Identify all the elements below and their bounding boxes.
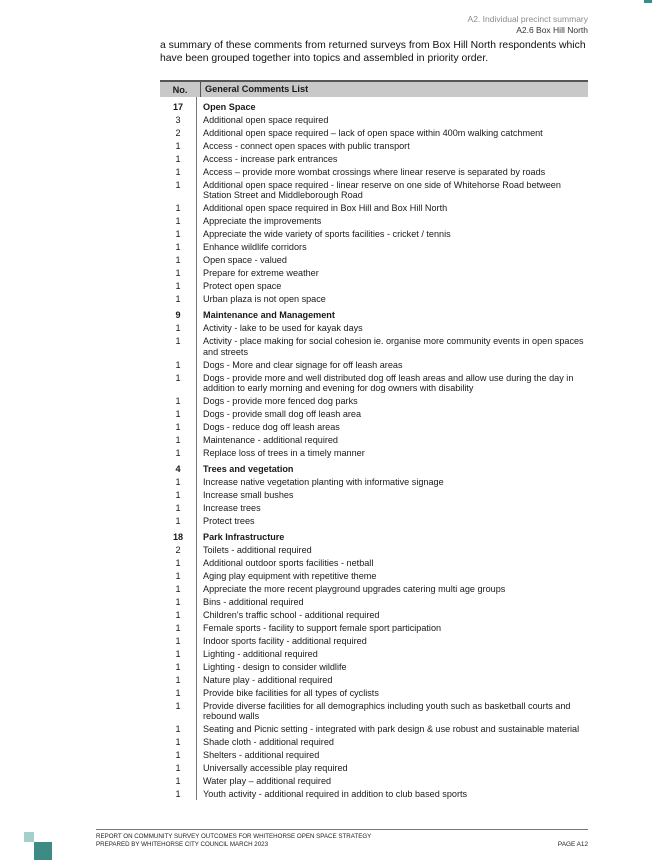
comment-count: 1 [175,750,181,761]
group-title: Park Infrastructure [203,532,285,543]
comment-text: Universally accessible play required [203,763,348,774]
comment-text: Toilets - additional required [203,545,312,556]
comment-text: Appreciate the improvements [203,216,322,227]
comment-text: Appreciate the wide variety of sports facilities - cricket / tennis [203,229,451,240]
comment-count: 1 [175,141,181,151]
comment-count: 1 [175,268,181,279]
comment-text: Indoor sports facility - additional required [203,636,367,647]
decorative-square-dark [34,842,52,860]
table-row [160,435,588,445]
decorative-square-light [24,832,34,842]
comment-count: 1 [175,421,181,432]
comment-count: 1 [175,434,181,445]
comment-text: Access – provide more wombat crossings where linear reserve is separated by roads [203,167,546,177]
group-count: 9 [175,310,181,321]
comment-count: 1 [175,789,181,800]
page-header [468,14,588,36]
comment-text: Open space - valued [203,255,287,266]
comment-count: 1 [175,229,181,240]
comment-text: Increase trees [203,503,261,514]
table-row [160,636,588,646]
table-header [160,80,588,97]
comment-text: Additional open space required [203,115,329,125]
comment-count: 1 [175,649,181,660]
comment-count: 1 [175,408,181,419]
comment-text: Provide bike facilities for all types of cyclists [203,688,379,699]
group-title: Open Space [203,102,256,112]
comment-count: 1 [175,336,181,347]
comment-text: Increase native vegetation planting with informative signage [203,477,444,488]
header-no: No. [172,84,188,95]
table-row [160,649,588,659]
comment-count: 1 [175,558,181,569]
group-heading-row [160,102,588,112]
group-title: Maintenance and Management [203,310,335,321]
comment-text: Protect trees [203,516,255,527]
comment-text: Provide diverse facilities for all demographics including youth such as basketball courts and rebound walls [203,701,571,722]
comment-count: 1 [175,490,181,501]
comment-group [160,102,588,304]
footer-report-title: REPORT ON COMMUNITY SURVEY OUTCOMES FOR WHITEHORSE OPEN SPACE STRATEGY [96,833,372,840]
table-row [160,490,588,500]
comment-count: 1 [175,395,181,406]
group-heading-row [160,532,588,542]
table-row [160,268,588,278]
table-row [160,750,588,760]
table-row [160,180,588,200]
comment-count: 1 [175,167,181,177]
corner-accent [644,0,652,3]
group-title: Trees and vegetation [203,464,294,475]
comment-text: Additional open space required – lack of open space within 400m walking catchment [203,128,543,138]
comment-count: 1 [175,776,181,787]
comment-count: 1 [175,724,181,735]
comment-count: 1 [175,359,181,370]
comment-count: 1 [175,763,181,774]
table-row [160,294,588,304]
comment-text: Dogs - provide more and well distributed dog off leash areas and allow use during the day in addition to early morning and evening for dog owners with disability [203,372,574,393]
group-count: 4 [175,464,181,475]
table-row [160,558,588,568]
comment-text: Aging play equipment with repetitive theme [203,571,377,582]
comment-count: 1 [175,154,181,164]
comment-count: 1 [175,323,181,334]
comment-count: 1 [175,610,181,621]
comment-text: Dogs - provide small dog off leash area [203,408,362,419]
comment-text: Appreciate the more recent playground upgrades catering multi age groups [203,584,506,595]
column-divider [196,97,197,800]
comment-text: Female sports - facility to support female sport participation [203,623,442,634]
group-count: 18 [172,532,184,543]
comment-count: 1 [175,294,181,305]
table-row [160,597,588,607]
comment-text: Access - connect open spaces with public transport [203,141,410,151]
table-row [160,789,588,799]
table-row [160,128,588,138]
comment-text: Youth activity - additional required in addition to club based sports [203,789,468,800]
table-row [160,623,588,633]
comment-count: 1 [175,688,181,699]
table-row [160,545,588,555]
group-count: 17 [172,102,184,112]
comment-text: Maintenance - additional required [203,434,338,445]
table-row [160,477,588,487]
comment-text: Access - increase park entrances [203,154,338,164]
comment-text: Additional open space required - linear reserve on one side of Whitehorse Road between Station Street and Middleborough Road [203,180,561,201]
comment-count: 1 [175,180,181,190]
group-heading-row [160,310,588,320]
comment-count: 1 [175,701,181,712]
table-row [160,584,588,594]
table-row [160,737,588,747]
comment-text: Water play – additional required [203,776,332,787]
comment-count: 1 [175,255,181,266]
table-row [160,203,588,213]
comment-group [160,464,588,526]
comment-count: 1 [175,662,181,673]
comment-text: Protect open space [203,281,282,292]
comment-group [160,532,588,799]
comment-text: Urban plaza is not open space [203,294,326,305]
comment-count: 1 [175,447,181,458]
comment-text: Activity - lake to be used for kayak days [203,323,363,334]
comment-count: 1 [175,623,181,634]
subsection-title: A2.6 Box Hill North [516,25,588,35]
header-comments: General Comments List [200,82,588,97]
comment-count: 1 [175,216,181,227]
table-row [160,409,588,419]
comment-count: 1 [175,584,181,595]
comment-text: Activity - place making for social cohesion ie. organise more community events in open spaces and streets [203,336,584,357]
comment-text: Prepare for extreme weather [203,268,319,279]
comment-text: Dogs - provide more fenced dog parks [203,395,358,406]
table-row [160,323,588,333]
comment-text: Children's traffic school - additional required [203,610,380,621]
comment-text: Additional outdoor sports facilities - netball [203,558,374,569]
table-row [160,229,588,239]
footer-prepared-by: PREPARED BY WHITEHORSE CITY COUNCIL MARCH 2023 [96,840,269,848]
comment-count: 1 [175,571,181,582]
comments-table [160,80,588,806]
table-row [160,688,588,698]
table-row [160,242,588,252]
comment-count: 1 [175,636,181,647]
comment-count: 3 [175,115,181,125]
comment-text: Additional open space required in Box Hill and Box Hill North [203,203,448,214]
table-row [160,448,588,458]
table-row [160,115,588,125]
table-row [160,373,588,393]
comment-count: 1 [175,281,181,292]
table-row [160,763,588,773]
table-row [160,216,588,226]
comment-text: Seating and Picnic setting - integrated with park design & use robust and sustainable material [203,724,580,735]
comment-text: Lighting - design to consider wildlife [203,662,347,673]
comment-count: 2 [175,128,181,138]
table-row [160,724,588,734]
table-row [160,675,588,685]
table-row [160,154,588,164]
section-title: A2. Individual precinct summary [467,14,588,24]
comment-count: 1 [175,203,181,214]
comment-count: 1 [175,675,181,686]
table-row [160,422,588,432]
comment-group [160,310,588,458]
table-row [160,336,588,356]
group-heading-row [160,464,588,474]
table-row [160,503,588,513]
comment-text: Shade cloth - additional required [203,737,334,748]
comment-count: 1 [175,372,181,383]
comment-count: 1 [175,242,181,253]
comment-count: 1 [175,597,181,608]
table-row [160,610,588,620]
table-row [160,662,588,672]
comment-text: Replace loss of trees in a timely manner [203,447,365,458]
table-row [160,516,588,526]
comment-text: Nature play - additional required [203,675,333,686]
comment-count: 1 [175,503,181,514]
page-number: PAGE A12 [557,841,588,848]
table-row [160,360,588,370]
table-body [160,97,588,800]
table-row [160,701,588,721]
comment-text: Enhance wildlife corridors [203,242,307,253]
comment-text: Shelters - additional required [203,750,320,761]
intro-paragraph: a summary of these comments from returned surveys from Box Hill North respondents which have been grouped together into topics and assembled in priority order. [160,40,586,64]
table-row [160,255,588,265]
table-row [160,141,588,151]
page-footer [96,829,588,849]
comment-count: 2 [175,545,181,556]
comment-text: Lighting - additional required [203,649,318,660]
comment-text: Dogs - reduce dog off leash areas [203,421,340,432]
table-row [160,396,588,406]
comment-count: 1 [175,737,181,748]
table-row [160,776,588,786]
comment-text: Bins - additional required [203,597,304,608]
table-row [160,281,588,291]
comment-text: Dogs - More and clear signage for off leash areas [203,359,403,370]
comment-count: 1 [175,516,181,527]
comment-count: 1 [175,477,181,488]
comment-text: Increase small bushes [203,490,294,501]
table-row [160,571,588,581]
table-row [160,167,588,177]
